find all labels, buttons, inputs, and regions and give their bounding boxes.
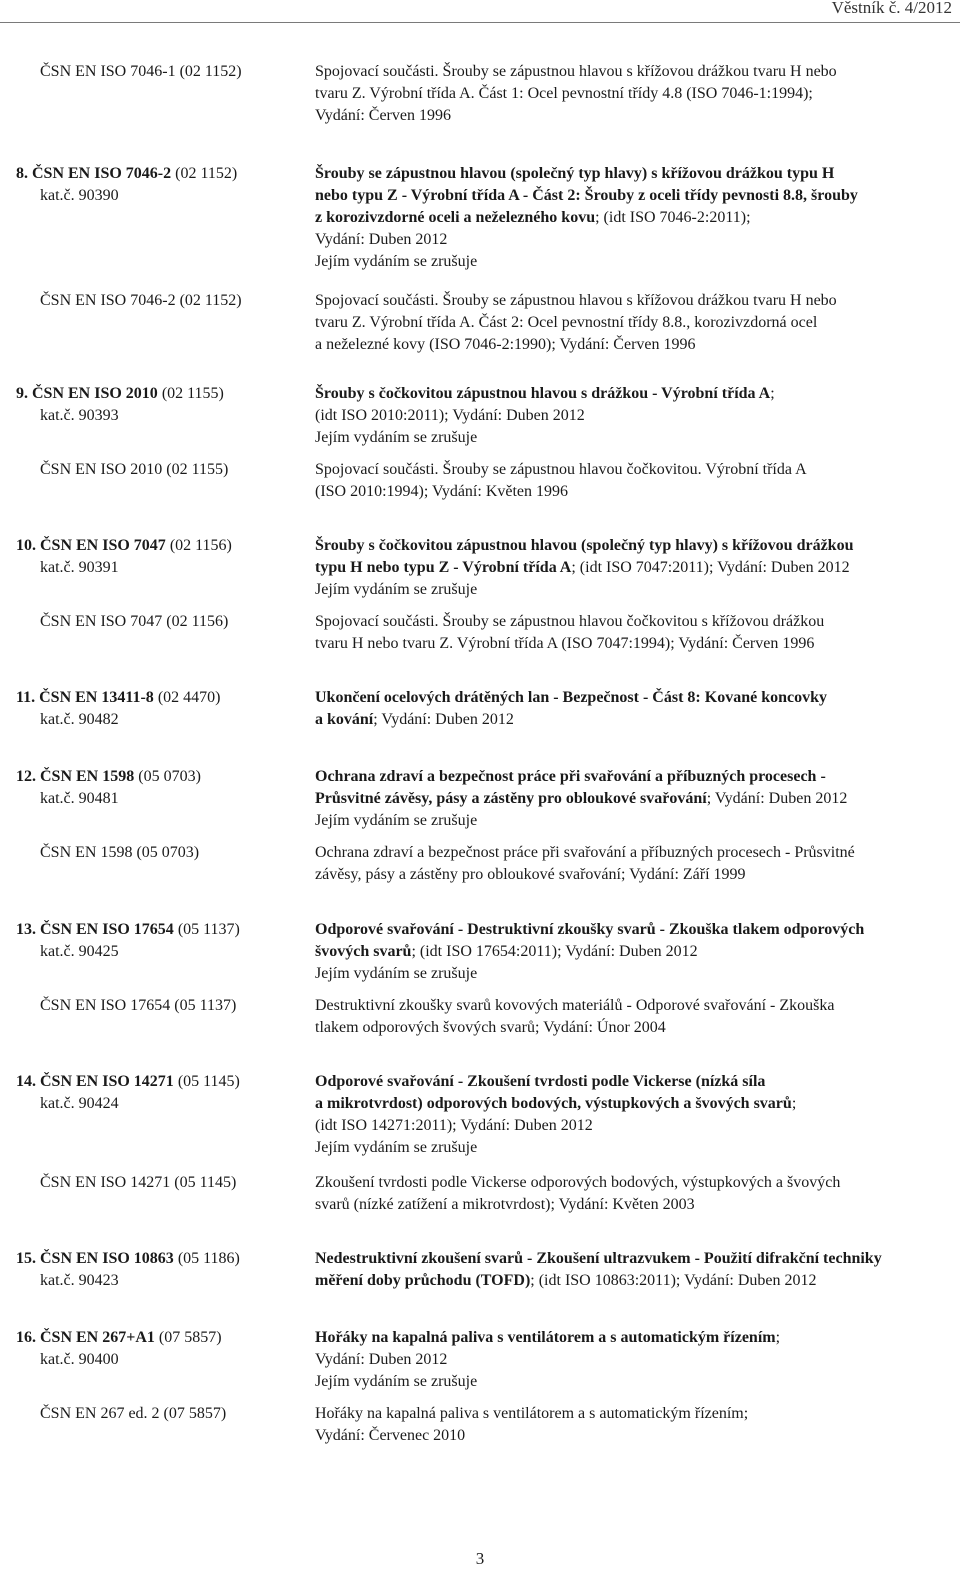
description-line — [315, 941, 955, 963]
catalog-number: kat.č. 90400 — [40, 1351, 119, 1368]
entry-number: 16. — [16, 1329, 36, 1346]
description-line: Ochrana zdraví a bezpečnost práce při svařování a příbuzných procesech - Průsvitné — [315, 844, 855, 861]
catalog-number: kat.č. 90482 — [40, 711, 119, 728]
standard-details: ; — [791, 1095, 797, 1112]
standard-details: ; (idt ISO 7046-2:2011); — [595, 209, 751, 226]
description-line — [315, 1093, 955, 1115]
standard-title: švových svarů — [315, 943, 412, 960]
new-standard-id — [16, 1071, 306, 1115]
standard-details: ; — [775, 1329, 781, 1346]
standard-code: ČSN EN ISO 7046-2 (02 1152) — [40, 292, 242, 309]
page-header — [0, 0, 960, 23]
new-standard-description — [315, 383, 955, 449]
standard-code: ČSN EN ISO 17654 (05 1137) — [40, 997, 237, 1014]
class-code: (02 1155) — [157, 385, 224, 402]
catalog-number: kat.č. 90425 — [40, 943, 119, 960]
catalog-number: kat.č. 90390 — [40, 187, 119, 204]
standard-code: ČSN EN ISO 7046-2 — [32, 165, 172, 182]
standard-details: Jejím vydáním se zrušuje — [315, 253, 478, 270]
standard-code: ČSN EN 1598 — [40, 768, 135, 785]
description-line — [315, 1327, 955, 1349]
new-standard-id — [16, 1327, 306, 1371]
withdrawn-standard-code — [16, 1403, 306, 1425]
standard-title: Nedestruktivní zkoušení svarů - Zkoušení ultrazvukem - Použití difrakční techniky — [315, 1250, 882, 1267]
withdrawn-standard-code — [16, 290, 306, 312]
standard-title: Průsvitné závěsy, pásy a zástěny pro obloukové svařování — [315, 790, 707, 807]
new-standard-description — [315, 163, 955, 273]
standard-heading — [16, 383, 306, 405]
description-line: tvaru H nebo tvaru Z. Výrobní třída A (ISO 7047:1994); Vydání: Červen 1996 — [315, 635, 815, 652]
description-line: svarů (nízké zatížení a mikrotvrdost); Vydání: Květen 2003 — [315, 1196, 695, 1213]
description-line — [315, 1349, 955, 1371]
standard-code: ČSN EN ISO 7047 — [40, 537, 166, 554]
description-line: tvaru Z. Výrobní třída A. Část 2: Ocel pevnostní třídy 8.8., korozivzdorná ocel — [315, 314, 818, 331]
standard-code: ČSN EN ISO 17654 — [40, 921, 174, 938]
description-line — [315, 207, 955, 229]
standard-details: Jejím vydáním se zrušuje — [315, 429, 478, 446]
withdrawn-standard-code — [16, 995, 306, 1017]
catalog-number: kat.č. 90481 — [40, 790, 119, 807]
standard-code: ČSN EN ISO 7046-1 (02 1152) — [40, 63, 242, 80]
new-standard-id — [16, 383, 306, 427]
withdrawn-standard-description — [315, 459, 955, 503]
description-line — [315, 810, 955, 832]
description-line — [315, 1248, 955, 1270]
description-line: závěsy, pásy a zástěny pro obloukové svařování; Vydání: Září 1999 — [315, 866, 746, 883]
description-line — [315, 535, 955, 557]
description-line — [315, 919, 955, 941]
new-standard-id — [16, 919, 306, 963]
description-line: Hořáky na kapalná paliva s ventilátorem a s automatickým řízením; — [315, 1405, 749, 1422]
standard-title: Hořáky na kapalná paliva s ventilátorem a s automatickým řízením — [315, 1329, 776, 1346]
standard-details: Jejím vydáním se zrušuje — [315, 581, 478, 598]
standard-title: a kování — [315, 711, 374, 728]
withdrawn-standard-description — [315, 290, 955, 356]
new-standard-description — [315, 1248, 955, 1292]
standard-details: Jejím vydáním se zrušuje — [315, 965, 478, 982]
class-code: (07 5857) — [154, 1329, 222, 1346]
standard-code: ČSN EN 1598 (05 0703) — [40, 844, 200, 861]
standard-details: Jejím vydáním se zrušuje — [315, 1373, 478, 1390]
description-line — [315, 1071, 955, 1093]
catalog-number: kat.č. 90391 — [40, 559, 119, 576]
standard-code: ČSN EN 267 ed. 2 (07 5857) — [40, 1405, 227, 1422]
new-standard-id — [16, 535, 306, 579]
description-line — [315, 788, 955, 810]
standard-code: ČSN EN ISO 14271 (05 1145) — [40, 1174, 237, 1191]
journal-title: Věstník č. 4/2012 — [831, 0, 952, 17]
standard-title: nebo typu Z - Výrobní třída A - Část 2: Šrouby z oceli třídy pevnosti 8.8, šrouby — [315, 187, 858, 204]
description-line: Vydání: Červenec 2010 — [315, 1427, 466, 1444]
description-line — [315, 579, 955, 601]
new-standard-description — [315, 919, 955, 985]
description-line — [315, 185, 955, 207]
new-standard-id — [16, 687, 306, 731]
standard-title: z korozivzdorné oceli a neželezného kovu — [315, 209, 596, 226]
standard-heading — [16, 1327, 306, 1349]
standard-details: Jejím vydáním se zrušuje — [315, 1139, 478, 1156]
entry-number: 11. — [16, 689, 36, 706]
withdrawn-standard-description — [315, 1403, 955, 1447]
description-line — [315, 427, 955, 449]
standard-details: ; (idt ISO 17654:2011); Vydání: Duben 2012 — [411, 943, 698, 960]
withdrawn-standard-description — [315, 842, 955, 886]
entry-number: 8. — [16, 165, 28, 182]
class-code: (02 4470) — [153, 689, 221, 706]
description-line — [315, 557, 955, 579]
standard-details: Vydání: Duben 2012 — [315, 231, 448, 248]
standard-title: Ochrana zdraví a bezpečnost práce při svařování a příbuzných procesech - — [315, 768, 826, 785]
standard-title: Šrouby s čočkovitou zápustnou hlavou (společný typ hlavy) s křížovou drážkou — [315, 537, 854, 554]
catalog-number: kat.č. 90393 — [40, 407, 119, 424]
withdrawn-standard-code — [16, 459, 306, 481]
class-code: (05 1145) — [173, 1073, 240, 1090]
description-line — [315, 1115, 955, 1137]
standard-heading — [16, 919, 306, 941]
standard-title: a mikrotvrdost) odporových bodových, výstupkových a švových svarů — [315, 1095, 792, 1112]
description-line: Spojovací součásti. Šrouby se zápustnou hlavou s křížovou drážkou tvaru H nebo — [315, 292, 837, 309]
standard-title: Šrouby se zápustnou hlavou (společný typ hlavy) s křížovou drážkou typu H — [315, 165, 835, 182]
class-code: (05 1186) — [173, 1250, 240, 1267]
entry-number: 12. — [16, 768, 36, 785]
withdrawn-standard-code — [16, 611, 306, 633]
standard-title: měření doby průchodu (TOFD) — [315, 1272, 531, 1289]
entry-number: 9. — [16, 385, 28, 402]
standard-heading — [16, 1248, 306, 1270]
description-line: Zkoušení tvrdosti podle Vickerse odporových bodových, výstupkových a švových — [315, 1174, 841, 1191]
old-standard-code — [16, 61, 306, 83]
standard-code: ČSN EN ISO 2010 (02 1155) — [40, 461, 229, 478]
standard-heading — [16, 687, 306, 709]
standard-title: Odporové svařování - Zkoušení tvrdosti podle Vickerse (nízká síla — [315, 1073, 766, 1090]
class-code: (05 0703) — [134, 768, 201, 785]
standard-details: (idt ISO 2010:2011); Vydání: Duben 2012 — [315, 407, 585, 424]
entry-number: 14. — [16, 1073, 36, 1090]
description-line: Spojovací součásti. Šrouby se zápustnou hlavou čočkovitou. Výrobní třída A — [315, 461, 807, 478]
withdrawn-standard-code — [16, 1172, 306, 1194]
description-line — [315, 405, 955, 427]
description-line — [315, 963, 955, 985]
standard-heading — [16, 1071, 306, 1093]
new-standard-id — [16, 1248, 306, 1292]
class-code: (05 1137) — [173, 921, 240, 938]
standard-details: ; Vydání: Duben 2012 — [373, 711, 514, 728]
standard-heading — [16, 163, 306, 185]
withdrawn-standard-description — [315, 1172, 955, 1216]
description-line: (ISO 2010:1994); Vydání: Květen 1996 — [315, 483, 569, 500]
withdrawn-standard-code — [16, 842, 306, 864]
standard-title: Šrouby s čočkovitou zápustnou hlavou s drážkou - Výrobní třída A — [315, 385, 771, 402]
new-standard-id — [16, 163, 306, 207]
standard-code: ČSN EN ISO 14271 — [40, 1073, 174, 1090]
standard-code: ČSN EN ISO 10863 — [40, 1250, 174, 1267]
new-standard-description — [315, 1327, 955, 1393]
withdrawn-standard-description — [315, 995, 955, 1039]
description-line — [315, 709, 955, 731]
new-standard-description — [315, 535, 955, 601]
description-line — [315, 383, 955, 405]
description-line — [315, 251, 955, 273]
new-standard-description — [315, 1071, 955, 1159]
catalog-number: kat.č. 90423 — [40, 1272, 119, 1289]
description-line: Vydání: Červen 1996 — [315, 107, 451, 124]
standard-details: (idt ISO 14271:2011); Vydání: Duben 2012 — [315, 1117, 593, 1134]
class-code: (02 1152) — [171, 165, 238, 182]
description-line — [315, 687, 955, 709]
description-line — [315, 1270, 955, 1292]
description-line — [315, 766, 955, 788]
description-line — [315, 229, 955, 251]
standard-details: Vydání: Duben 2012 — [315, 1351, 448, 1368]
catalog-number: kat.č. 90424 — [40, 1095, 119, 1112]
description-line: a neželezné kovy (ISO 7046-2:1990); Vydání: Červen 1996 — [315, 336, 696, 353]
withdrawn-standard-description — [315, 611, 955, 655]
description-line — [315, 163, 955, 185]
old-standard-description — [315, 61, 955, 127]
entry-number: 10. — [16, 537, 36, 554]
description-line — [315, 1137, 955, 1159]
standard-details: ; (idt ISO 10863:2011); Vydání: Duben 2012 — [530, 1272, 817, 1289]
standard-heading — [16, 535, 306, 557]
standard-code: ČSN EN ISO 7047 (02 1156) — [40, 613, 229, 630]
standard-details: Jejím vydáním se zrušuje — [315, 812, 478, 829]
standard-code: ČSN EN 13411-8 — [39, 689, 154, 706]
standard-details: ; (idt ISO 7047:2011); Vydání: Duben 2012 — [571, 559, 850, 576]
standard-details: ; Vydání: Duben 2012 — [706, 790, 848, 807]
standard-code: ČSN EN 267+A1 — [40, 1329, 155, 1346]
standard-details: ; — [770, 385, 775, 402]
standard-title: Odporové svařování - Destruktivní zkoušky svarů - Zkouška tlakem odporových — [315, 921, 865, 938]
description-line — [315, 1371, 955, 1393]
new-standard-description — [315, 687, 955, 731]
description-line: Destruktivní zkoušky svarů kovových materiálů - Odporové svařování - Zkouška — [315, 997, 835, 1014]
page-number: 3 — [475, 1549, 485, 1568]
standard-code: ČSN EN ISO 2010 — [32, 385, 158, 402]
description-line: Spojovací součásti. Šrouby se zápustnou hlavou čočkovitou s křížovou drážkou — [315, 613, 825, 630]
class-code: (02 1156) — [165, 537, 232, 554]
entry-number: 13. — [16, 921, 36, 938]
standard-title: typu H nebo typu Z - Výrobní třída A — [315, 559, 572, 576]
description-line: Spojovací součásti. Šrouby se zápustnou hlavou s křížovou drážkou tvaru H nebo — [315, 63, 837, 80]
standard-title: Ukončení ocelových drátěných lan - Bezpečnost - Část 8: Kované koncovky — [315, 689, 827, 706]
entry-number: 15. — [16, 1250, 36, 1267]
standard-heading — [16, 766, 306, 788]
description-line: tvaru Z. Výrobní třída A. Část 1: Ocel pevnostní třídy 4.8 (ISO 7046-1:1994); — [315, 85, 813, 102]
new-standard-id — [16, 766, 306, 810]
new-standard-description — [315, 766, 955, 832]
description-line: tlakem odporových švových svarů; Vydání: Únor 2004 — [315, 1019, 666, 1036]
